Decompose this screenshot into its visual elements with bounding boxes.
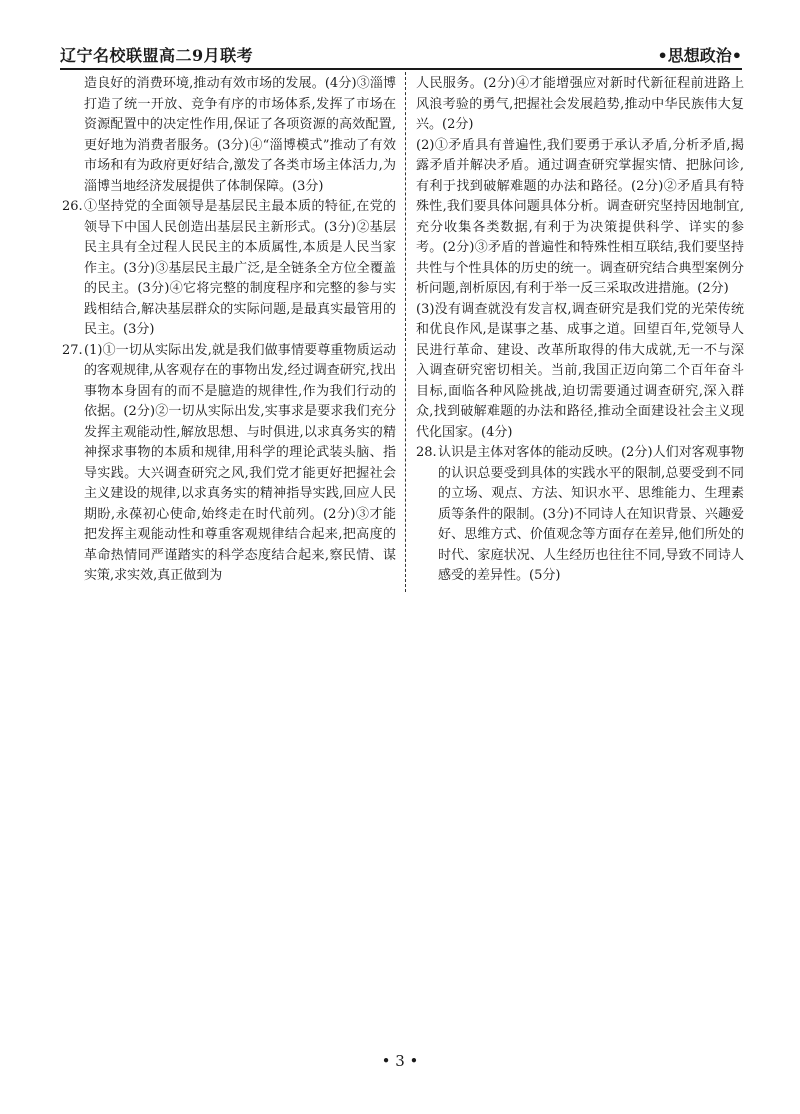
answer-26 [62, 197, 396, 341]
answer-28 [416, 443, 744, 587]
answer-27-part3: (3)没有调查就没有发言权,调查研究是我们党的光荣传统和优良作风,是谋事之基、成事之道。回望百年,党领导人民进行革命、建设、改革所取得的伟大成就,无一不与深入调查研究密切相关。当前,我国正迈向第二个百年奋斗目标,面临各种风险挑战,迫切需要通过调查研究,深入群众,找到破解难题的办法和路径,推动全面建设社会主义现代化国家。(4分) [416, 301, 744, 440]
answer-27-part1-text: (1)①一切从实际出发,就是我们做事情要尊重物质运动的客观规律,从客观存在的事物出发,经过调查研究,找出事物本身固有的而不是臆造的规律性,作为我们行动的依据。(2分)②一切从实际出发,实事求是要求我们充分发挥主观能动性,解放思想、与时俱进,以求真务实的精神探求事物的本质和规律,用科学的理论武装头脑、指导实践。大兴调查研究之风,我们党才能更好把握社会主义建设的规律,以求真务实的精神指导实践,回应人民期盼,永葆初心使命,始终走在时代前列。(2分)③才能把发挥主观能动性和尊重客观规律结合起来,把高度的革命热情同严谨踏实的科学态度结合起来,察民情、谋实策,求实效,真正做到为 [84, 342, 396, 583]
question-number-28: 28. [416, 445, 437, 460]
answer-27-part2: (2)①矛盾具有普遍性,我们要勇于承认矛盾,分析矛盾,揭露矛盾并解决矛盾。通过调查研究掌握实情、把脉问诊,有利于找到破解难题的办法和路径。(2分)②矛盾具有特殊性,我们要具体问题具体分析。调查研究坚持因地制宜,充分收集各类数据,有利于为决策提供科学、详实的参考。(2分)③矛盾的普遍性和特殊性相互联结,我们要坚持共性与个性具体的历史的统一。调查研究结合典型案例分析问题,剖析原因,有利于举一反三采取改进措施。(2分) [416, 137, 744, 296]
question-number-27: 27. [62, 342, 83, 358]
answer-26-text: ①坚持党的全面领导是基层民主最本质的特征,在党的领导下中国人民创造出基层民主新形式。(3分)②基层民主具有全过程人民民主的本质属性,本质是人民当家作主。(3分)③基层民主最广泛,是全链条全方位全覆盖的民主。(3分)④它将完整的制度程序和完整的参与实践相结合,解决基层群众的实际问题,是最真实最管用的民主。(3分) [84, 199, 396, 337]
subject-label: •思想政治• [657, 46, 742, 65]
column-divider [405, 72, 406, 592]
exam-title: 辽宁名校联盟高二9月联考 [60, 46, 254, 65]
page-number: • 3 • [381, 1052, 419, 1070]
answer-27-continued: 人民服务。(2分)④才能增强应对新时代新征程前进路上风浪考验的勇气,把握社会发展趋势,推动中华民族伟大复兴。(2分) [416, 76, 744, 132]
answer-28-text: 认识是主体对客体的能动反映。(2分)人们对客观事物的认识总要受到具体的实践水平的限制,总要受到不同的立场、观点、方法、知识水平、思维能力、生理素质等条件的限制。(3分)不同诗人在知识背景、兴趣爱好、思维方式、价值观念等方面存在差异,他们所处的时代、家庭状况、人生经历也往往不同,导致不同诗人感受的差异性。(5分) [438, 445, 744, 583]
right-column [416, 74, 744, 587]
page-header [60, 44, 742, 70]
answer-25-continued: 造良好的消费环境,推动有效市场的发展。(4分)③淄博打造了统一开放、竞争有序的市场体系,发挥了市场在资源配置中的决定性作用,保证了各项资源的高效配置,更好地为消费者服务。(3分)④“淄博模式”推动了有效市场和有为政府更好结合,激发了各类市场主体活力,为淄博当地经济发展提供了体制保障。(3分) [84, 76, 396, 194]
question-number-26: 26. [62, 199, 83, 214]
answer-27 [62, 341, 396, 587]
left-column [62, 74, 396, 587]
